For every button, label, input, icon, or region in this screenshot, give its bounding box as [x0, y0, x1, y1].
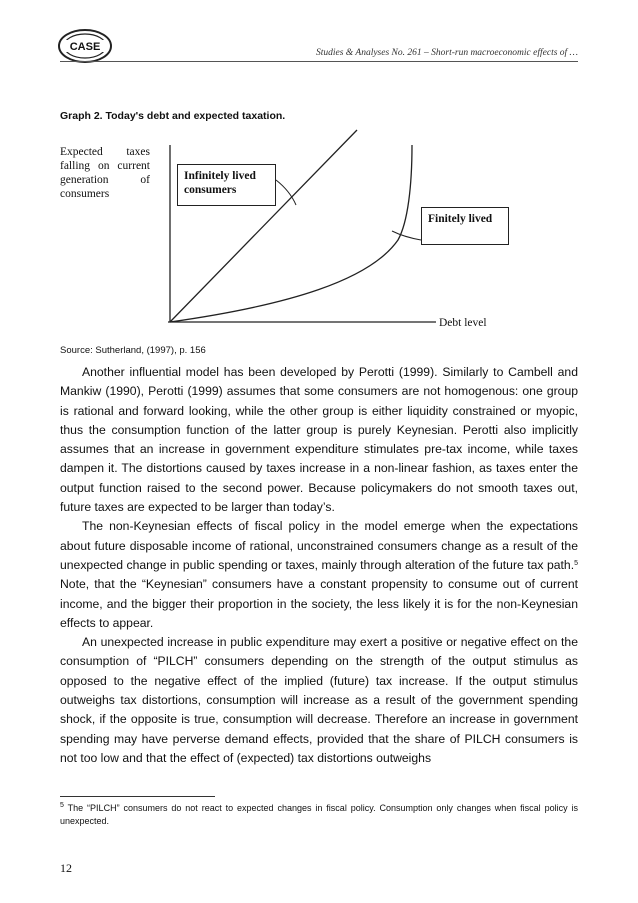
- y-axis-label: Expected taxes falling on current generation of consumers: [60, 146, 150, 200]
- finitely-lived-label: Finitely lived: [421, 207, 509, 245]
- footnote-text: The “PILCH” consumers do not react to expected changes in fiscal policy. Consumption only changes when fiscal policy is unexpected.: [60, 803, 578, 826]
- logo-text: CASE: [69, 41, 101, 53]
- graph-title: Graph 2. Today's debt and expected taxation.: [60, 110, 286, 122]
- running-header: Studies & Analyses No. 261 – Short-run macroeconomic effects of …: [60, 48, 578, 62]
- footnote-number: 5: [60, 802, 64, 809]
- paragraph-2-text-b: Note, that the “Keynesian” consumers have a constant propensity to consume out of current income, and the bigger their proportion in the society, the less likely it is for the non-Keynesian effects to appear.: [60, 577, 578, 630]
- infinitely-lived-label: Infinitely lived consumers: [177, 164, 276, 206]
- body-text: [60, 363, 578, 768]
- paragraph-2: [60, 517, 578, 633]
- footnote-ref: 5: [574, 559, 578, 567]
- pointer-finite: [392, 231, 421, 240]
- footnote-divider: [60, 796, 215, 797]
- paragraph-3: An unexpected increase in public expenditure may exert a positive or negative effect on the consumption of “PILCH” consumers depending on the strength of the output stimulus as opposed to the negative effect of the implied (future) tax increase. If the output stimulus outweighs tax distortions, consumption will increase as a result of the government spending shock, if the opposite is true, consumption will decrease. Therefore an increase in government spending may have perverse demand effects, provided that the share of PILCH consumers is not too low and that the effect of (expected) tax distortions outweighs: [60, 635, 578, 765]
- page-number: 12: [60, 861, 72, 875]
- infinitely-lived-line: [170, 130, 357, 322]
- paragraph-2-text-a: The non-Keynesian effects of fiscal policy in the model emerge when the expectations about future disposable income of rational, unconstrained consumers change as a result of the unexpected change in public spending or taxes, mainly through alteration of the future tax path.: [60, 519, 578, 572]
- x-axis-label: Debt level: [439, 317, 487, 329]
- paragraph-1: Another influential model has been developed by Perotti (1999). Similarly to Cambell and Mankiw (1990), Perotti (1999) assumes that some consumers are not homogenous: one group is rational and forward looking, while the other group is either liquidity constrained or myopic, thus the consumption function of the latter group is purely Keynesian. Perotti also implicitly assumes that an increase in government expenditure stimulates pre-tax income, while taxes dampen it. The distortions caused by taxes increase in a non-linear fashion, as taxes enter the output function raised to the second power. Because policymakers do not smooth taxes out, future taxes are expected to be larger than today’s.: [60, 365, 578, 515]
- graph-source: Source: Sutherland, (1997), p. 156: [60, 345, 206, 356]
- debt-taxation-graph: [0, 0, 638, 360]
- footnote: [60, 802, 578, 828]
- pointer-infinite: [276, 180, 296, 205]
